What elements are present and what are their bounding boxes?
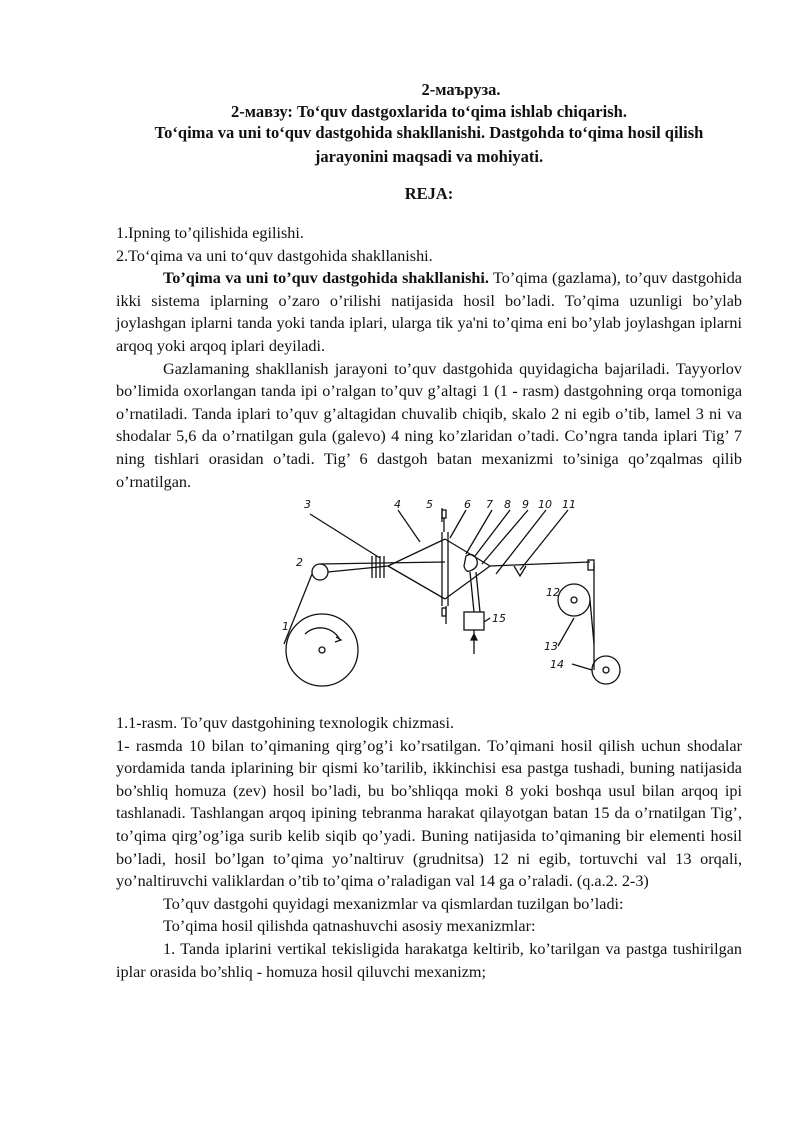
topic-title-line2: To‘qima va uni to‘quv dastgohida shakllanishi. Dastgohda to‘qima hosil qilish — [154, 123, 704, 142]
label-4: 4 — [394, 498, 401, 511]
label-8: 8 — [504, 498, 511, 511]
paragraph-5: To’qima hosil qilishda qatnashuvchi asosiy mexanizmlar: — [163, 917, 536, 936]
topic-title-line3: jarayonini maqsadi va mohiyati. — [314, 147, 544, 166]
label-10: 10 — [538, 498, 552, 511]
warp-beam — [286, 614, 358, 686]
label-12: 12 — [546, 586, 560, 599]
paragraph-1 — [116, 267, 742, 357]
paragraph-4: To’quv dastgohi quyidagi mexanizmlar va qismlardan tuzilgan bo’ladi: — [163, 894, 624, 913]
plan-and-intro — [116, 222, 742, 493]
lecture-number: 2-маъруза. — [421, 80, 501, 99]
topic-title-line1: 2-мавзу: To‘quv dastgoxlarida to‘qima ishlab chiqarish. — [231, 102, 627, 121]
body-continued — [116, 712, 742, 983]
label-6: 6 — [464, 498, 471, 511]
label-1: 1 — [282, 620, 289, 633]
label-2: 2 — [296, 556, 303, 569]
label-14: 14 — [550, 658, 564, 671]
label-7: 7 — [486, 498, 493, 511]
loom-diagram — [270, 494, 640, 704]
section-heading: To’qima va uni to’quv dastgohida shakllanishi. — [163, 269, 489, 288]
loom-diagram-svg — [270, 494, 640, 704]
label-3: 3 — [304, 498, 311, 511]
plan-item: 1.Ipning to’qilishida egilishi. — [116, 224, 304, 242]
plan-item: 2.To‘qima va uni to‘quv dastgohida shakllanishi. — [116, 246, 433, 265]
cloth-roller — [592, 656, 620, 684]
label-5: 5 — [426, 498, 433, 511]
label-15: 15 — [492, 612, 506, 625]
paragraph-1-text: To’qima (gazlama), to’quv dastgohida ikki sistema iplarning o’zaro o’rilishi natijasida hosil bo’ladi. To’qima uzunligi bo’ylab joylashgan iplarni tanda yoki tanda iplari, ularga tik ya'ni to’qima eni bo’ylab joylashgan iplarni arqoq yoki arqoq iplari deyiladi. — [116, 269, 742, 355]
take-up-roller — [558, 584, 590, 616]
paragraph-3: 1- rasmda 10 bilan to’qimaning qirg’og’i ko’rsatilgan. To’qimani hosil qilish uchun shodalar yordamida tanda iplarining bir qismi ko’tarilib, ikkinchisi esa pastga tushadi, buning natijasida bo’shliq homuza (zev) hosil bo’ladi, bu bo’shliqqa moki 8 yoki boshqa usul bilan arqoq ipi tashlanadi. Tashlangan arqoq ipining tebranma harakat qilayotgan batan 15 da o’rnatilgan Tig’, to’qima qirg’og’iga surib kelib siqib qo’yadi. Buning natijasida to’qimaning bir elementi hosil bo’ladi, hosil bo’lgan to’qima yo’naltiruv (grudnitsa) 12 ni egib, tortuvchi val 13 orqali, yo’naltiruvchi valiklardan o’tib to’qima o’raladigan val 14 ga o’raladi. (q.a.2. 2-3) — [116, 736, 742, 891]
figure-caption: 1.1-rasm. To’quv dastgohining texnologik chizmasi. — [116, 714, 455, 732]
label-13: 13 — [544, 640, 558, 653]
paragraph-6: 1. Tanda iplarini vertikal tekisligida harakatga keltirib, ko’tarilgan va pastga tushirilgan iplar orasida bo’shliq - homuza hosil qiluvchi mexanizm; — [116, 939, 742, 981]
label-11: 11 — [562, 498, 576, 511]
plan-title: REJA: — [404, 184, 454, 203]
label-9: 9 — [522, 498, 529, 511]
back-rest-roller — [312, 564, 328, 580]
paragraph-2: Gazlamaning shakllanish jarayoni to’quv dastgohida quyidagicha bajariladi. Tayyorlov bo’limida oxorlangan tanda ipi o’ralgan to’quv g’altagi 1 (1 - rasm) dastgohning orqa tomoniga o’rnatiladi. Tanda iplari to’quv g’altagidan chuvalib chiqib, skalo 2 ni egib o’tib, lamel 3 ni va shodalar 5,6 da o’rnatilgan gula (galevo) 4 ning ko’zlaridan o’tadi. Co’ngra tanda iplari Tig’ 7 ning tishlari orasidan o’tadi. Tig’ 6 dastgoh batan mexanizmi to’siniga qo’zqalmas qilib o’rnatilgan. — [116, 359, 742, 491]
